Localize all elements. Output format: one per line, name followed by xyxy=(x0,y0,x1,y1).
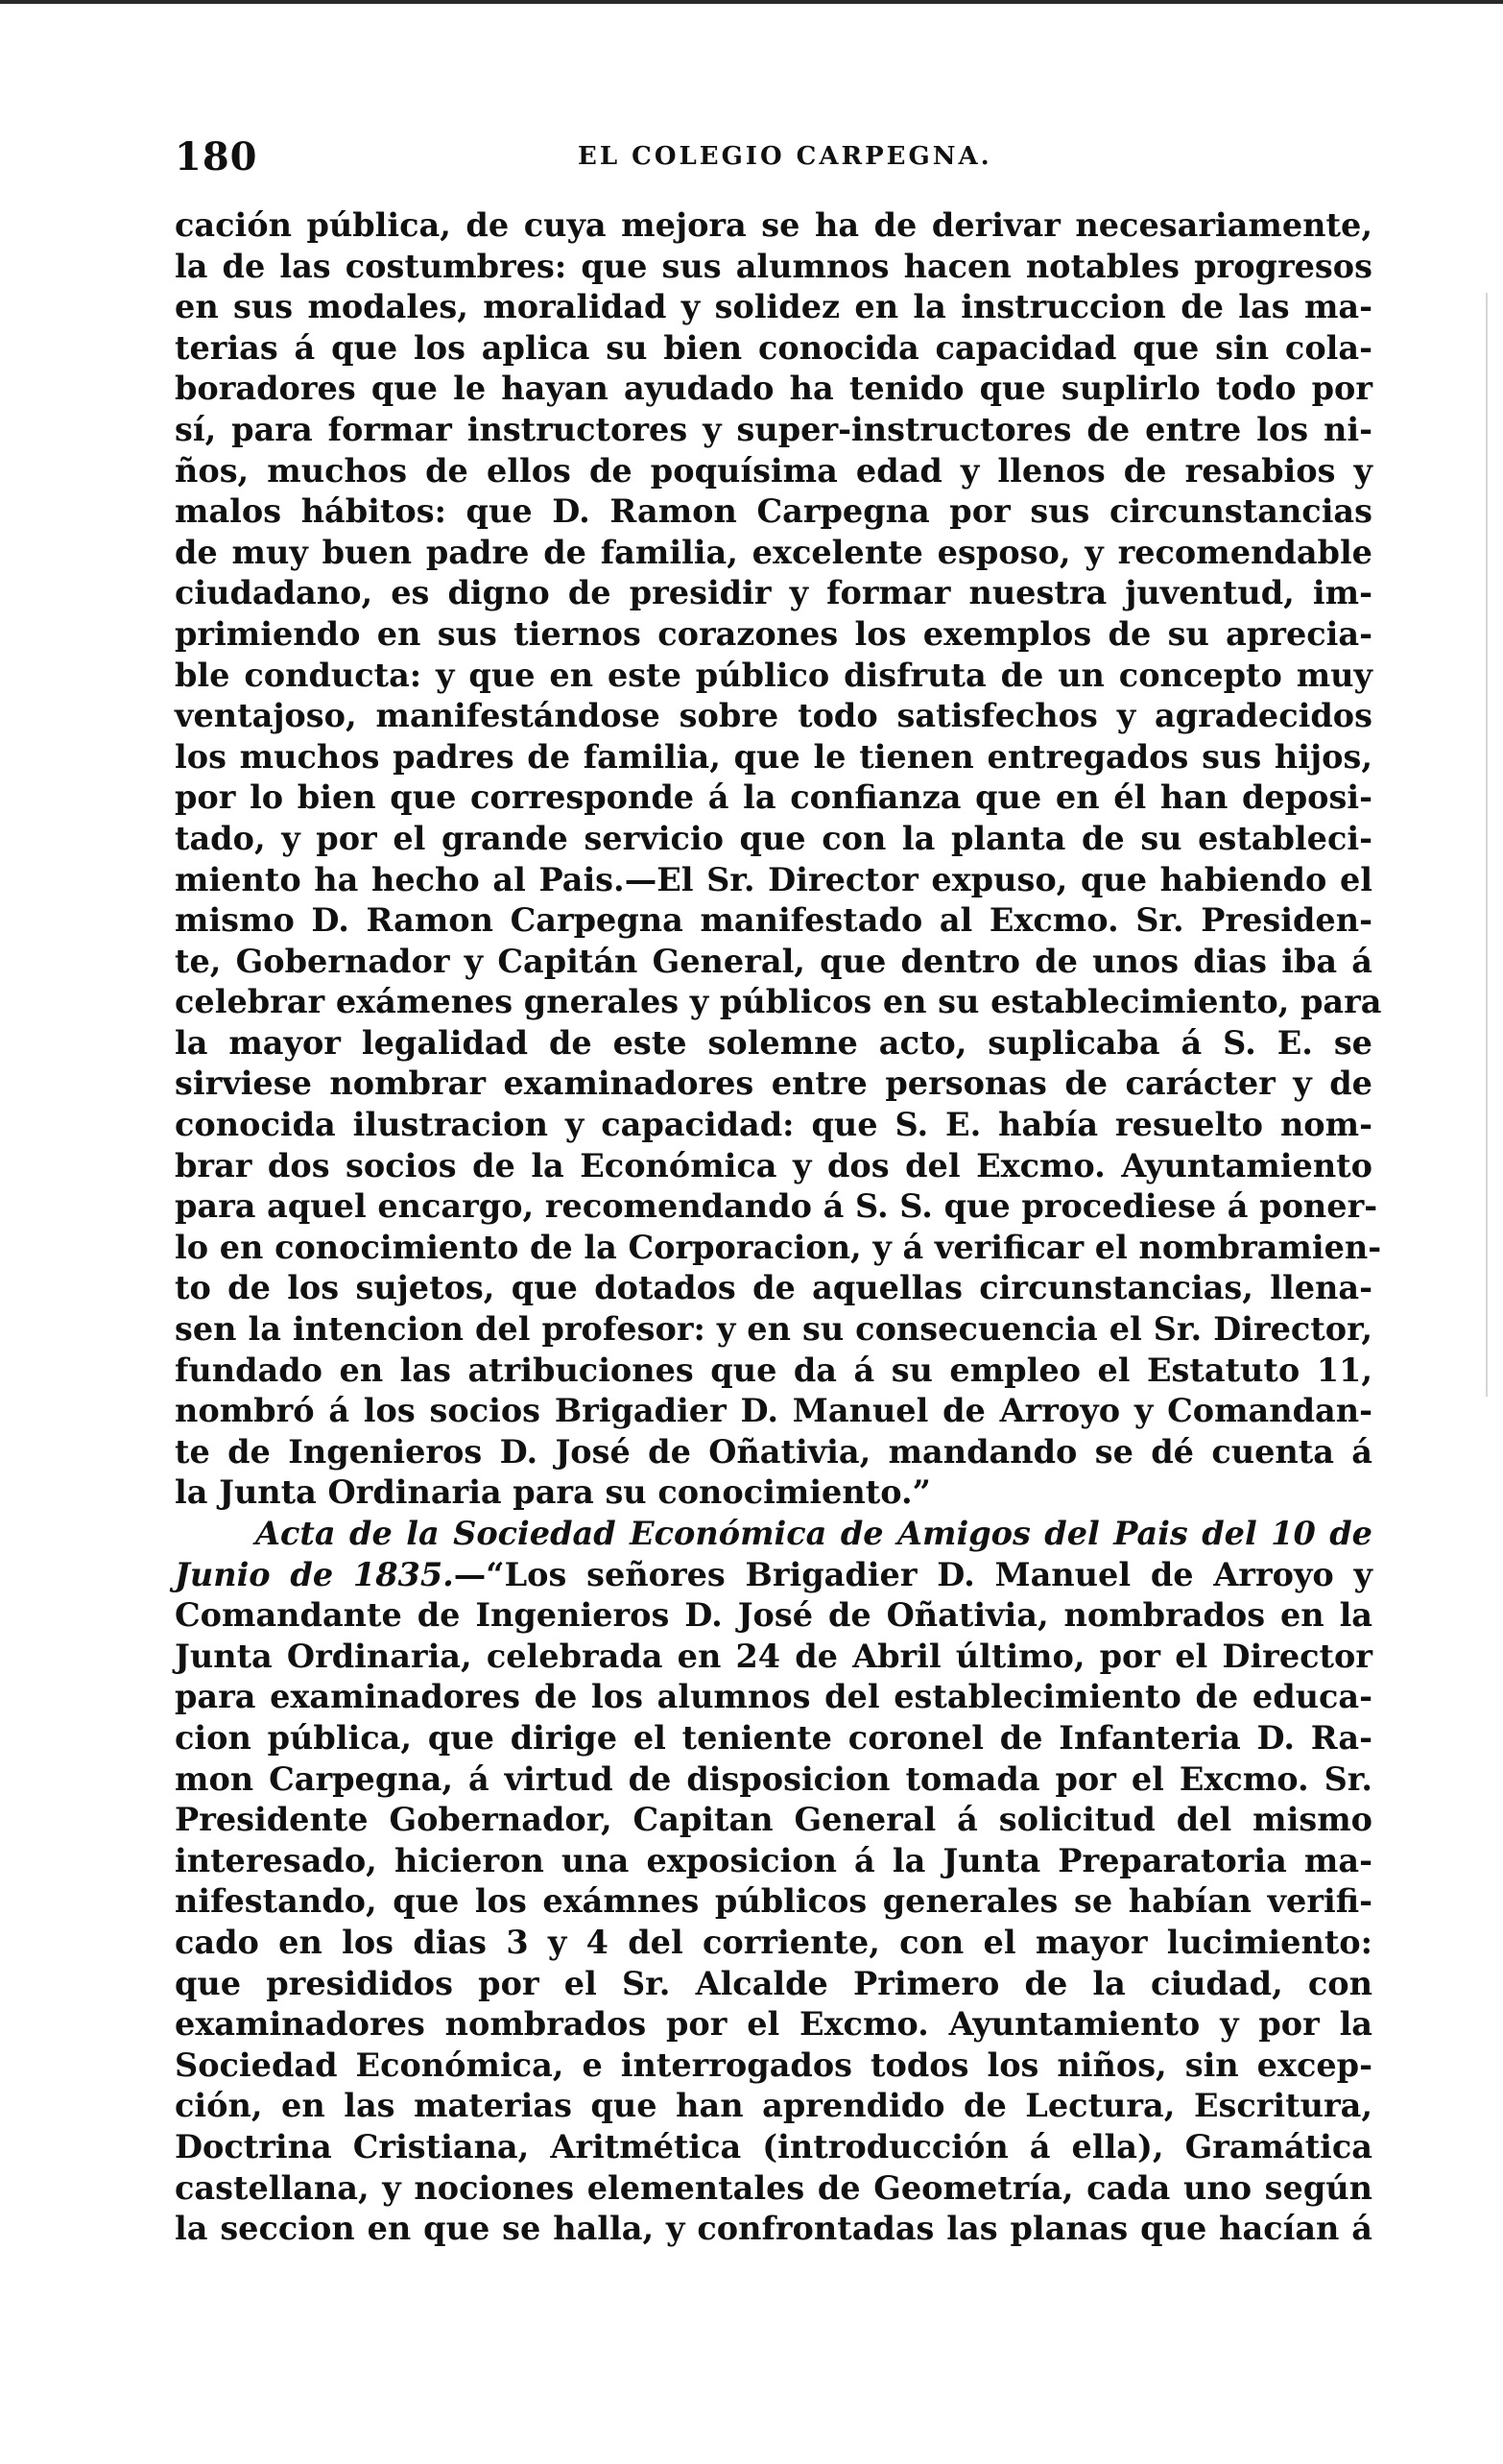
text-line: conocida ilustracion y capacidad: que S. E. había resuelto nom- xyxy=(175,1106,1372,1144)
text-line: los muchos padres de familia, que le tienen entregados sus hijos, xyxy=(175,737,1372,776)
text-line: malos hábitos: que D. Ramon Carpegna por sus circunstancias xyxy=(175,492,1372,531)
text-line: en sus modales, moralidad y solidez en la instruccion de las ma- xyxy=(175,288,1372,326)
text-line: mismo D. Ramon Carpegna manifestado al Excmo. Sr. Presiden- xyxy=(175,901,1372,940)
text-line: que presididos por el Sr. Alcalde Primero de la ciudad, con xyxy=(175,1964,1372,2002)
text-line: Comandante de Ingenieros D. José de Oñativia, nombrados en la xyxy=(175,1596,1372,1635)
text-line: te, Gobernador y Capitán General, que dentro de unos dias iba á xyxy=(175,942,1372,980)
text-line: ciudadano, es digno de presidir y formar nuestra juventud, im- xyxy=(175,574,1372,612)
text-line: brar dos socios de la Económica y dos del Excmo. Ayuntamiento xyxy=(175,1146,1372,1184)
text-line: primiendo en sus tiernos corazones los exemplos de su apreciа- xyxy=(175,614,1372,653)
text-line: Junta Ordinaria, celebrada en 24 de Abril último, por el Director xyxy=(175,1637,1372,1675)
text-line: cion pública, que dirige el teniente coronel de Infanteria D. Ra- xyxy=(175,1718,1372,1757)
text-line: para examinadores de los alumnos del establecimiento de educa- xyxy=(175,1678,1372,1716)
text-line: para aquel encargo, recomendando á S. S. que procediese á poner- xyxy=(175,1187,1378,1226)
text-line: boradores que le hayan ayudado ha tenido que suplirlo todo por xyxy=(175,370,1372,408)
text-line: Doctrina Cristiana, Aritmética (introducción á ella), Gramática xyxy=(175,2127,1372,2165)
text-line: examinadores nombrados por el Excmo. Ayuntamiento y por la xyxy=(175,2005,1372,2044)
text-line: ventajoso, manifestándose sobre todo satisfechos y agradecidos xyxy=(175,697,1372,735)
text-line: te de Ingenieros D. José de Oñativia, mandando se dé cuenta á xyxy=(175,1432,1372,1471)
text-line: ción, en las materias que han aprendido de Lectura, Escritura, xyxy=(175,2087,1372,2125)
text-line: la de las costumbres: que sus alumnos hacen notables progresos xyxy=(175,247,1372,285)
text-line: interesado, hicieron una exposicion á la Junta Preparatoria ma- xyxy=(175,1841,1372,1879)
text-line: celebrar exámenes gnerales y públicos en su establecimiento, para xyxy=(175,983,1382,1021)
page-top-edge xyxy=(0,0,1503,4)
text-line: sí, para formar instructores y super-instructores de entre los ni- xyxy=(175,410,1372,448)
text-line: Sociedad Económica, e interrogados todos los niños, sin excep- xyxy=(175,2045,1372,2084)
text-line: cado en los dias 3 y 4 del corriente, con el mayor lucimiento: xyxy=(175,1923,1372,1961)
text-line: to de los sujetos, que dotados de aquellas circunstancias, llena- xyxy=(175,1269,1372,1307)
running-title: EL COLEGIO CARPEGNA. xyxy=(578,142,992,171)
text-line: sirviese nombrar examinadores entre personas de carácter y de xyxy=(175,1065,1372,1103)
text-line: mon Carpegna, á virtud de disposicion tomada por el Excmo. Sr. xyxy=(175,1759,1372,1798)
text-line: la mayor legalidad de este solemne acto, suplicaba á S. E. se xyxy=(175,1023,1372,1062)
text-line: lo en conocimiento de la Corporacion, y á verificar el nombramien- xyxy=(175,1228,1382,1266)
text-line: sen la intencion del profesor: y en su consecuencia el Sr. Director, xyxy=(175,1310,1372,1349)
text-line: nombró á los socios Brigadier D. Manuel de Arroyo y Comandan- xyxy=(175,1392,1372,1430)
acta-heading-line-2 xyxy=(175,1555,1372,1596)
body-text xyxy=(175,205,1382,2250)
text-line: Presidente Gobernador, Capitan General á solicitud del mismo xyxy=(175,1801,1372,1839)
text-line: por lo bien que corresponde á la confianza que en él han deposi- xyxy=(175,778,1372,817)
acta-date: Junio de 1835. xyxy=(175,1555,454,1593)
running-head xyxy=(175,125,1372,182)
text-line: castellana, y nociones elementales de Geometría, cada uno según xyxy=(175,2168,1372,2207)
acta-quote-start: —“Los señores Brigadier D. Manuel de Arroyo y xyxy=(453,1555,1372,1593)
text-line: tado, y por el grande servicio que con la planta de su estableci- xyxy=(175,819,1372,857)
text-line: de muy buen padre de familia, excelente esposo, y recomendable xyxy=(175,533,1372,571)
text-line: ños, muchos de ellos de poquísima edad y llenos de resabios y xyxy=(175,451,1372,490)
text-line: la Junta Ordinaria para su conocimiento.” xyxy=(175,1473,931,1512)
acta-heading-line: Acta de la Sociedad Económica de Amigos del Pais del 10 de xyxy=(255,1515,1372,1552)
text-line: cación pública, de cuya mejora se ha de derivar necesariamente, xyxy=(175,206,1372,244)
text-line: fundado en las atribuciones que da á su empleo el Estatuto 11, xyxy=(175,1351,1372,1389)
text-line: terias á que los aplica su bien conocida capacidad que sin cola- xyxy=(175,328,1372,367)
text-line: la seccion en que se halla, y confrontadas las planas que hacían á xyxy=(175,2210,1372,2248)
text-line: miento ha hecho al Pais.—El Sr. Director expuso, que habiendo el xyxy=(175,860,1372,898)
scan-margin-mark xyxy=(1486,293,1488,1397)
text-line: nifestando, que los exámnes públicos generales se habían verifi- xyxy=(175,1882,1372,1921)
page-number: 180 xyxy=(175,134,258,179)
text-line: ble conducta: y que en este público disfruta de un concepto muy xyxy=(175,656,1372,694)
